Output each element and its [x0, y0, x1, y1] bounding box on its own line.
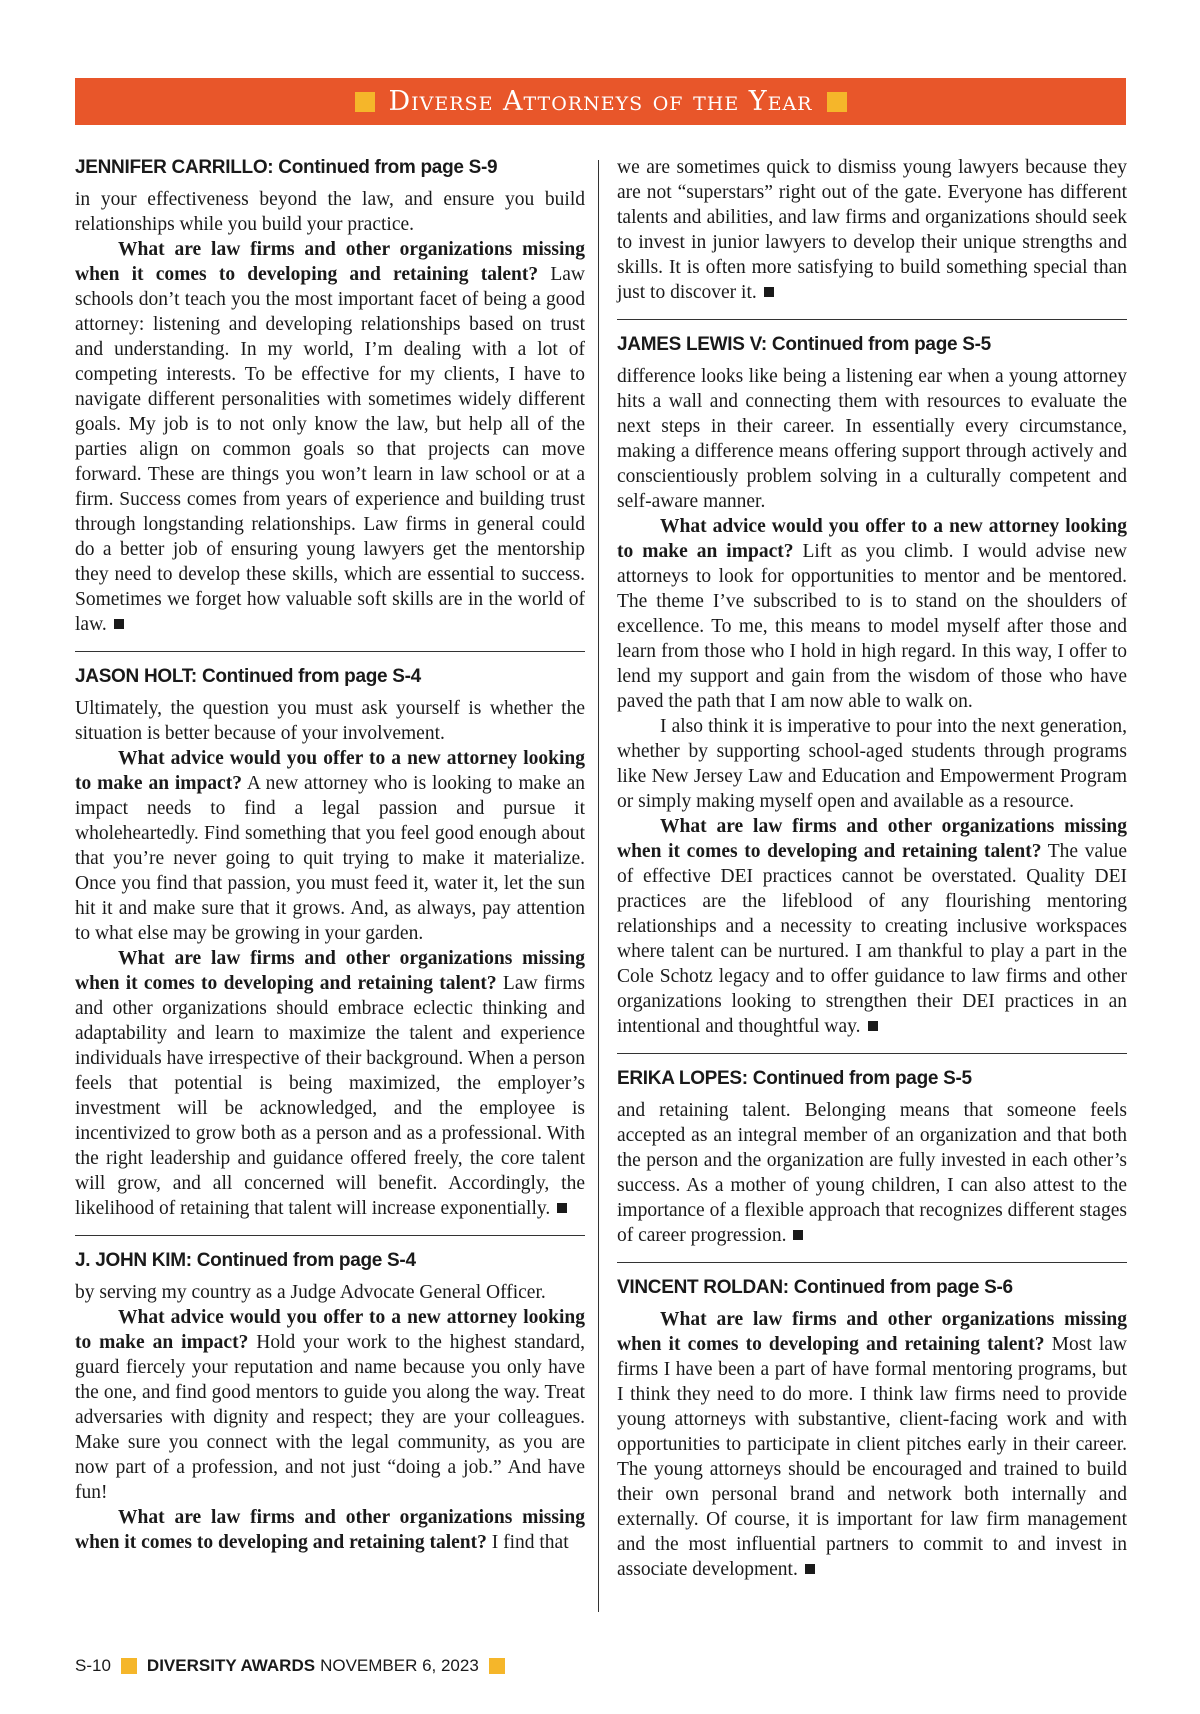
section-heading: J. JOHN KIM: Continued from page S-4: [75, 1250, 416, 1271]
paragraph-text: Lift as you climb. I would advise new attorneys to look for opportunities to mentor and be mentored. The theme I’ve subscribed to is to stand on the shoulders of excellence. To me, this means to model myself after those and learn from those who I hold in high regard. In this way, I offer to lend my support and gain from the wisdom of those who have paved the path that I am now able to walk on.: [617, 541, 1127, 712]
footer-square: [121, 1658, 137, 1674]
paragraph: [617, 155, 1127, 305]
paragraph-text: Law firms and other organizations should embrace eclectic thinking and adaptability and learn to maximize the talent and experience individuals have irrespective of their background. When a person feels that potential is being maximized, the employer’s investment will be acknowledged, and the employee is incentivized to grow both as a person and as a professional. With the right leadership and guidance offered freely, the core talent will grow, and all concerned will benefit. Accordingly, the likelihood of retaining that talent will increase exponentially.: [75, 973, 585, 1219]
paragraph-text: and retaining talent. Belonging means that someone feels accepted as an integral member of an organization and that both the person and the organization are fully invested in each other’s success. As a mother of young children, I can also attest to the importance of a flexible approach that recognizes different stages of career progression.: [617, 1100, 1127, 1246]
paragraph: [75, 946, 585, 1221]
paragraph-text: The value of effective DEI practices cannot be overstated. Quality DEI practices are the lifeblood of any flourishing mentoring relationships and a necessity to creating inclusive workspaces where talent can be nurtured. I am thankful to play a part in the Cole Schotz legacy and to offer guidance to law firms and other organizations looking to strengthen their DEI practices in an intentional and thoughtful way.: [617, 841, 1127, 1037]
paragraph-text: Law schools don’t teach you the most important facet of being a good attorney: listening and developing relationships based on trust and understanding. In my world, I’m dealing with a lot of competing interests. To be effective for my clients, I have to navigate different personalities with sometimes widely different goals. My job is to not only know the law, but help all of the parties align on common goals so that projects can move forward. These are things you won’t learn in law school or at a firm. Success comes from years of experience and building trust through longstanding relationships. Law firms in general could do a better job of ensuring young lawyers get the mentorship they need to develop these skills, which are essential to success. Sometimes we forget how valuable soft skills are in the world of law.: [75, 264, 585, 635]
end-mark-icon: [805, 1564, 815, 1574]
paragraph: [617, 514, 1127, 714]
section-divider: [617, 1053, 1127, 1054]
paragraph: [617, 1098, 1127, 1248]
paragraph: [617, 714, 1127, 814]
end-mark-icon: [868, 1021, 878, 1031]
section-heading: ERIKA LOPES: Continued from page S-5: [617, 1068, 972, 1089]
section-divider: [617, 319, 1127, 320]
interview-question: What are law firms and other organizations missing when it comes to developing and retaining talent?: [75, 239, 585, 285]
end-mark-icon: [793, 1230, 803, 1240]
section-divider: [75, 1235, 585, 1236]
end-mark-icon: [764, 287, 774, 297]
paragraph: [617, 814, 1127, 1039]
paragraph: [75, 1305, 585, 1505]
issue-date: NOVEMBER 6, 2023: [320, 1656, 479, 1675]
section-heading: VINCENT ROLDAN: Continued from page S-6: [617, 1277, 1013, 1298]
end-mark-icon: [114, 619, 124, 629]
paragraph-text: Most law firms I have been a part of have formal mentoring programs, but I think they need to do more. I think law firms need to provide young attorneys with substantive, client-facing work and with opportunities to participate in client pitches early in their career. The young attorneys should be encouraged and trained to build their own personal brand and network both internally and externally. Of course, it is important for law firm management and the most influential partners to commit to and invest in associate development.: [617, 1334, 1128, 1580]
section-banner: [75, 78, 1126, 125]
paragraph-text: A new attorney who is looking to make an impact needs to find a legal passion and pursue it wholeheartedly. Find something that you feel good enough about that you’re never going to quit trying to make it materialize. Once you find that passion, you must feed it, water it, let the sun hit it and make sure that it grows. And, as always, pay attention to what else may be growing in your garden.: [75, 773, 585, 944]
paragraph: [75, 746, 585, 946]
interview-question: What are law firms and other organizations missing when it comes to developing and retaining talent?: [617, 1309, 1127, 1355]
paragraph-text: in your effectiveness beyond the law, and ensure you build relationships while you build your practice.: [75, 189, 585, 235]
interview-question: What advice would you offer to a new attorney looking to make an impact?: [75, 748, 585, 794]
paragraph-text: we are sometimes quick to dismiss young lawyers because they are not “superstars” right out of the gate. Everyone has different talents and abilities, and law firms and organizations should seek to invest in junior lawyers to develop their unique strengths and skills. It is often more satisfying to build something special than just to discover it.: [617, 157, 1127, 303]
section-divider: [617, 1262, 1127, 1263]
paragraph: [75, 696, 585, 746]
article-section: [617, 155, 1127, 305]
article-section: [75, 155, 585, 637]
left-column: [75, 155, 585, 1555]
interview-question: What are law firms and other organizations missing when it comes to developing and retaining talent?: [75, 1507, 585, 1553]
section-heading: JENNIFER CARRILLO: Continued from page S-9: [75, 157, 498, 178]
banner-square-right: [827, 92, 847, 112]
article-section: [75, 664, 585, 1221]
interview-question: What are law firms and other organizations missing when it comes to developing and retaining talent?: [617, 816, 1127, 862]
paragraph-text: Hold your work to the highest standard, guard fiercely your reputation and name because you only have the one, and find good mentors to guide you along the way. Treat adversaries with dignity and respect; they are your colleagues. Make sure you connect with the legal community, as you are now part of a profession, and not just “doing a job.” And have fun!: [75, 1332, 585, 1503]
paragraph: [617, 1307, 1127, 1582]
paragraph: [75, 1505, 585, 1555]
paragraph: [75, 1280, 585, 1305]
paragraph-text: by serving my country as a Judge Advocate General Officer.: [75, 1282, 546, 1303]
banner-title: Diverse Attorneys of the Year: [388, 86, 813, 117]
article-section: [617, 1066, 1127, 1248]
banner-square-left: [355, 92, 375, 112]
page-number: S-10: [75, 1656, 111, 1675]
section-heading: JASON HOLT: Continued from page S-4: [75, 666, 421, 687]
paragraph: [75, 237, 585, 637]
interview-question: What are law firms and other organizations missing when it comes to developing and retaining talent?: [75, 948, 585, 994]
interview-question: What advice would you offer to a new attorney looking to make an impact?: [75, 1307, 585, 1353]
paragraph-text: difference looks like being a listening ear when a young attorney hits a wall and connecting them with resources to evaluate the next steps in their career. In essentially every circumstance, making a difference means offering support through actively and conscientiously problem solving in a culturally competent and self-aware manner.: [617, 366, 1127, 512]
article-section: [617, 1275, 1127, 1582]
section-heading: JAMES LEWIS V: Continued from page S-5: [617, 334, 991, 355]
section-divider: [75, 651, 585, 652]
page-footer: [75, 1656, 515, 1676]
end-mark-icon: [557, 1203, 567, 1213]
column-divider: [598, 160, 599, 1612]
paragraph: [617, 364, 1127, 514]
paragraph-text: Ultimately, the question you must ask yourself is whether the situation is better because of your involvement.: [75, 698, 585, 744]
article-section: [617, 332, 1127, 1039]
paragraph-text: I find that: [486, 1532, 569, 1553]
paragraph: [75, 187, 585, 237]
article-section: [75, 1248, 585, 1555]
right-column: [617, 155, 1127, 1582]
paragraph-text: I also think it is imperative to pour into the next generation, whether by supporting school-aged students through programs like New Jersey Law and Education and Empowerment Program or simply making myself open and available as a resource.: [617, 716, 1127, 812]
footer-square: [489, 1658, 505, 1674]
publication-name: DIVERSITY AWARDS: [146, 1656, 316, 1675]
interview-question: What advice would you offer to a new attorney looking to make an impact?: [617, 516, 1127, 562]
